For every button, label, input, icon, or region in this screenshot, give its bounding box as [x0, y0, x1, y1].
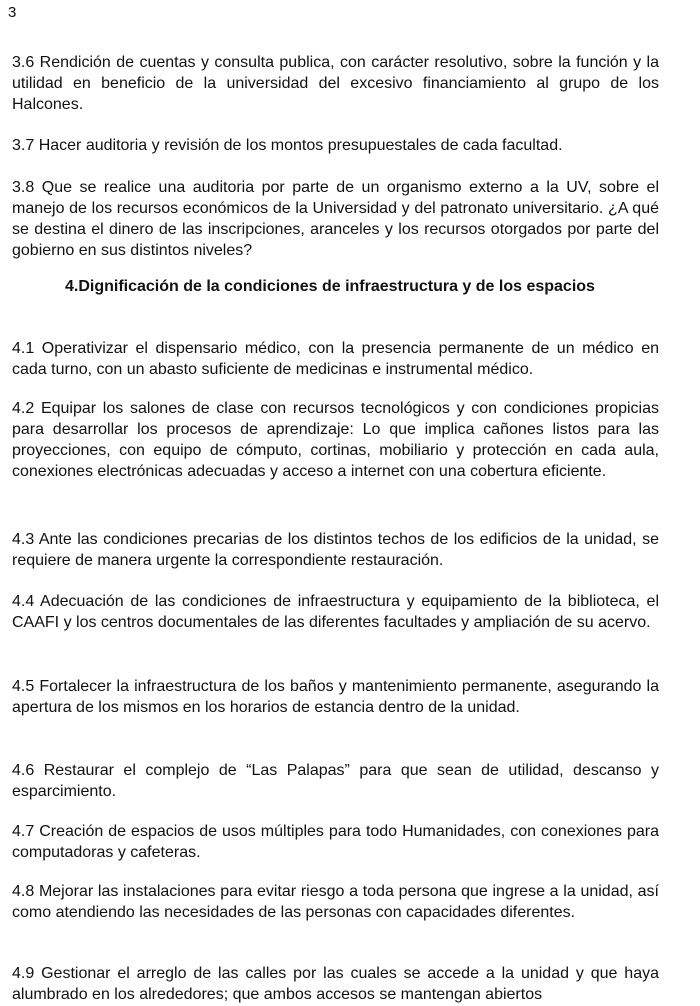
section-4-heading: 4.Dignificación de la condiciones de infraestructura y de los espacios — [65, 278, 595, 295]
item-4-8: 4.8 Mejorar las instalaciones para evitar riesgo a toda persona que ingrese a la unidad, así como atendiendo las necesidades de las personas con capacidades diferentes. — [12, 883, 659, 921]
item-4-2: 4.2 Equipar los salones de clase con recursos tecnológicos y con condiciones propicias para desarrollar los procesos de aprendizaje: Lo que implica cañones listos para las proyecciones, con equipo de cómputo, cortinas, mobiliario y protección en cada aula, conexiones electrónicas adecuadas y acceso a internet con una cobertura eficiente. — [12, 400, 659, 480]
item-4-3: 4.3 Ante las condiciones precarias de los distintos techos de los edificios de la unidad, se requiere de manera urgente la correspondiente restauración. — [12, 531, 659, 569]
page-number: 3 — [8, 4, 17, 21]
item-4-6: 4.6 Restaurar el complejo de “Las Palapas” para que sean de utilidad, descanso y esparcimiento. — [12, 762, 659, 800]
item-3-7: 3.7 Hacer auditoria y revisión de los montos presupuestales de cada facultad. — [12, 137, 563, 154]
item-4-4: 4.4 Adecuación de las condiciones de infraestructura y equipamiento de la biblioteca, el CAAFI y los centros documentales de las diferentes facultades y ampliación de su acervo. — [12, 593, 659, 631]
item-4-7: 4.7 Creación de espacios de usos múltiples para todo Humanidades, con conexiones para computadoras y cafeteras. — [12, 823, 659, 861]
item-3-8: 3.8 Que se realice una auditoria por parte de un organismo externo a la UV, sobre el manejo de los recursos económicos de la Universidad y del patronato universitario. ¿A qué se destina el dinero de las inscripciones, aranceles y los recursos otorgados por parte del gobierno en sus distintos niveles? — [12, 179, 659, 259]
item-4-5: 4.5 Fortalecer la infraestructura de los baños y mantenimiento permanente, asegurando la apertura de los mismos en los horarios de estancia dentro de la unidad. — [12, 678, 659, 716]
item-4-9: 4.9 Gestionar el arreglo de las calles por las cuales se accede a la unidad y que haya alumbrado en los alrededores; que ambos accesos se mantengan abiertos — [12, 965, 659, 1003]
item-3-6: 3.6 Rendición de cuentas y consulta publica, con carácter resolutivo, sobre la función y la utilidad en beneficio de la universidad del excesivo financiamiento al grupo de los Halcones. — [12, 54, 659, 113]
item-4-1: 4.1 Operativizar el dispensario médico, con la presencia permanente de un médico en cada turno, con un abasto suficiente de medicinas e instrumental médico. — [12, 340, 659, 378]
